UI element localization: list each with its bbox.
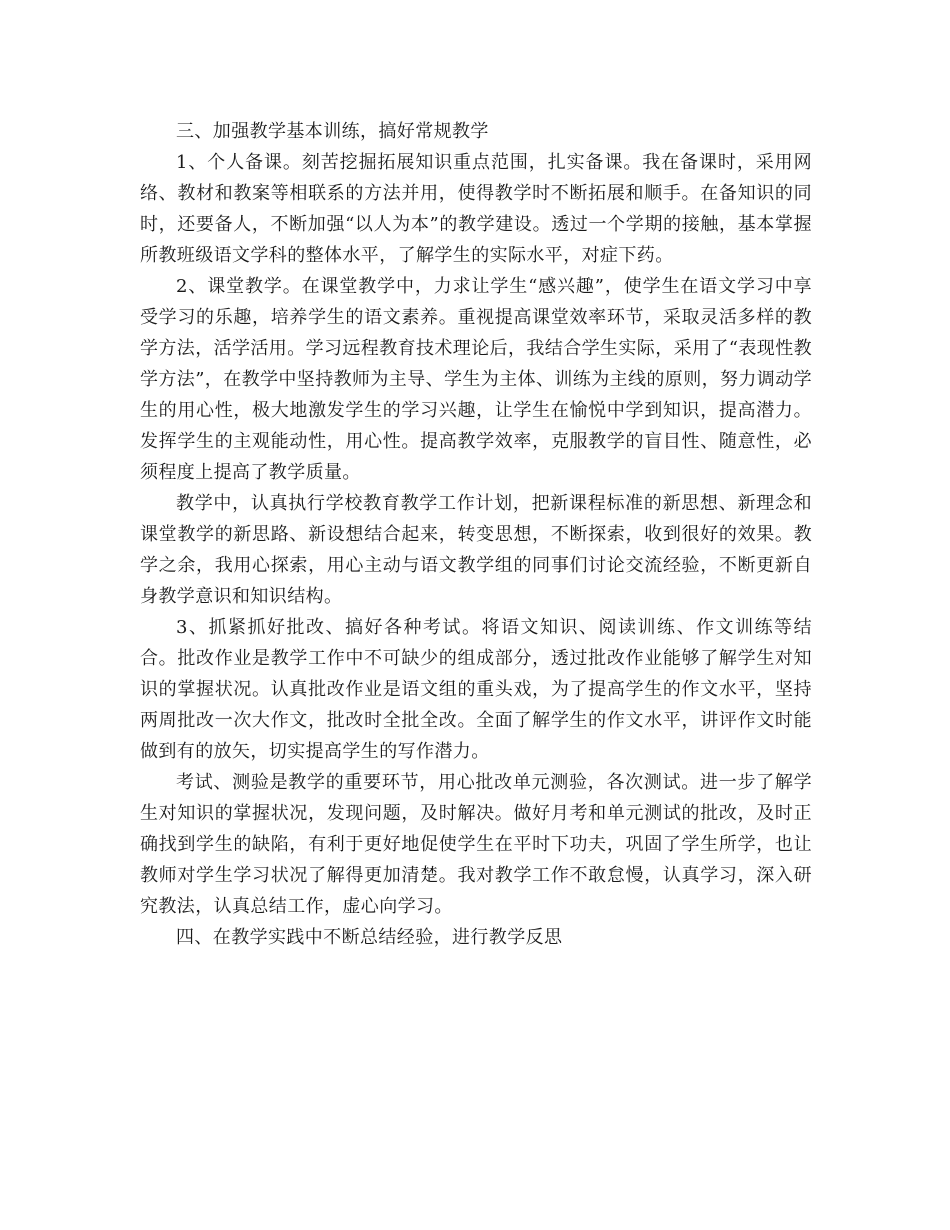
paragraph-classroom-teaching: 2、课堂教学。在课堂教学中，力求让学生“感兴趣”，使学生在语文学习中享受学习的乐趣，培养学生的语文素养。重视提高课堂效率环节，采取灵活多样的教学方法，活学活用。学习远程教育技术理论后，我结合学生实际，采用了“表现性教学方法”，在教学中坚持教师为主导、学生为主体、训练为主线的原则，努力调动学生的用心性，极大地激发学生的学习兴趣，让学生在愉悦中学到知识，提高潜力。发挥学生的主观能动性，用心性。提高教学效率，克服教学的盲目性、随意性，必须程度上提高了教学质量。: [140, 276, 812, 483]
paragraph-grading: 3、抓紧抓好批改、搞好各种考试。将语文知识、阅读训练、作文训练等结合。批改作业是教学工作中不可缺少的组成部分，透过批改作业能够了解学生对知识的掌握状况。认真批改作业是语文组的重头戏，为了提高学生的作文水平，坚持两周批改一次大作文，批改时全批全改。全面了解学生的作文水平，讲评作文时能做到有的放矢，切实提高学生的写作潜力。: [140, 617, 812, 762]
paragraph-exams: 考试、测验是教学的重要环节，用心批改单元测验，各次测试。进一步了解学生对知识的掌握状况，发现问题，及时解决。做好月考和单元测试的批改，及时正确找到学生的缺陷，有利于更好地促使学生在平时下功夫，巩固了学生所学，也让教师对学生学习状况了解得更加清楚。我对教学工作不敢怠慢，认真学习，深入研究教法，认真总结工作，虚心向学习。: [140, 772, 812, 917]
paragraph-teaching-plan: 教学中，认真执行学校教育教学工作计划，把新课程标准的新思想、新理念和课堂教学的新思路、新设想结合起来，转变思想，不断探索，收到很好的效果。教学之余，我用心探索，用心主动与语文教学组的同事们讨论交流经验，不断更新自身教学意识和知识结构。: [140, 493, 812, 607]
section-heading-4: 四、在教学实践中不断总结经验，进行教学反思: [176, 927, 563, 948]
paragraph-lesson-prep: 1、个人备课。刻苦挖掘拓展知识重点范围，扎实备课。我在备课时，采用网络、教材和教案等相联系的方法并用，使得教学时不断拓展和顺手。在备知识的同时，还要备人，不断加强“以人为本”的教学建设。透过一个学期的接触，基本掌握所教班级语文学科的整体水平，了解学生的实际水平，对症下药。: [140, 152, 812, 266]
document-body: [140, 116, 812, 953]
section-heading-3: 三、加强教学基本训练，搞好常规教学: [176, 121, 489, 142]
